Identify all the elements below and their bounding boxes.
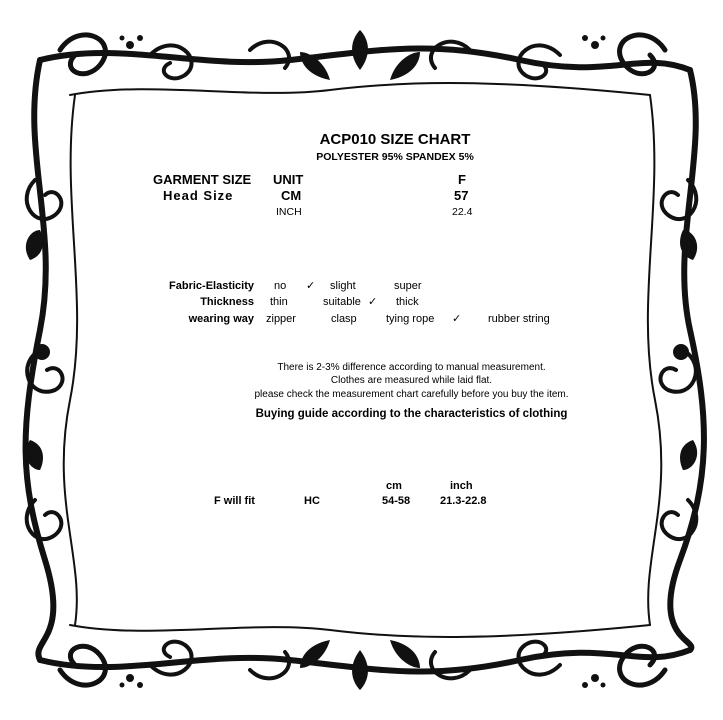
elasticity-option-slight: slight bbox=[330, 280, 356, 292]
buying-guide-heading: Buying guide according to the characteristics of clothing bbox=[255, 408, 568, 420]
note-check-chart: please check the measurement chart carefully before you buy the item. bbox=[254, 389, 569, 400]
head-size-cm-value: 57 bbox=[454, 188, 469, 203]
note-laid-flat: Clothes are measured while laid flat. bbox=[330, 375, 493, 386]
material-composition: POLYESTER 95% SPANDEX 5% bbox=[316, 151, 474, 163]
garment-size-header: GARMENT SIZE bbox=[153, 172, 252, 187]
wearing-option-tying-rope: tying rope bbox=[386, 313, 435, 325]
wearing-way-label: wearing way bbox=[188, 313, 254, 325]
thickness-option-suitable: suitable bbox=[323, 296, 361, 308]
thickness-option-thin: thin bbox=[270, 296, 288, 308]
elasticity-check-mark: ✓ bbox=[306, 280, 316, 292]
elasticity-option-no: no bbox=[274, 280, 287, 292]
unit-cm: CM bbox=[281, 188, 302, 203]
head-size-inch-value: 22.4 bbox=[452, 206, 473, 218]
wearing-option-clasp: clasp bbox=[331, 313, 357, 325]
thickness-label: Thickness bbox=[200, 296, 254, 308]
fit-inch-header: inch bbox=[450, 480, 473, 492]
head-size-label: Head Size bbox=[163, 188, 234, 203]
fit-measure-label: HC bbox=[304, 495, 320, 507]
elasticity-option-super: super bbox=[394, 280, 422, 292]
fabric-elasticity-label: Fabric-Elasticity bbox=[169, 280, 254, 292]
unit-inch: INCH bbox=[276, 206, 302, 218]
unit-header: UNIT bbox=[273, 172, 304, 187]
size-f-header: F bbox=[458, 172, 466, 187]
chart-title: ACP010 SIZE CHART bbox=[319, 131, 471, 148]
wearing-option-zipper: zipper bbox=[266, 313, 296, 325]
note-measurement-difference: There is 2-3% difference according to manual measurement. bbox=[277, 362, 546, 373]
fit-inch-range: 21.3-22.8 bbox=[440, 495, 487, 507]
thickness-check-mark: ✓ bbox=[368, 296, 378, 308]
fit-size-label: F will fit bbox=[214, 495, 255, 507]
fit-cm-range: 54-58 bbox=[382, 495, 411, 507]
thickness-option-thick: thick bbox=[396, 296, 419, 308]
fit-cm-header: cm bbox=[386, 480, 402, 492]
wearing-check-mark: ✓ bbox=[452, 313, 462, 325]
wearing-option-rubber-string: rubber string bbox=[488, 313, 550, 325]
